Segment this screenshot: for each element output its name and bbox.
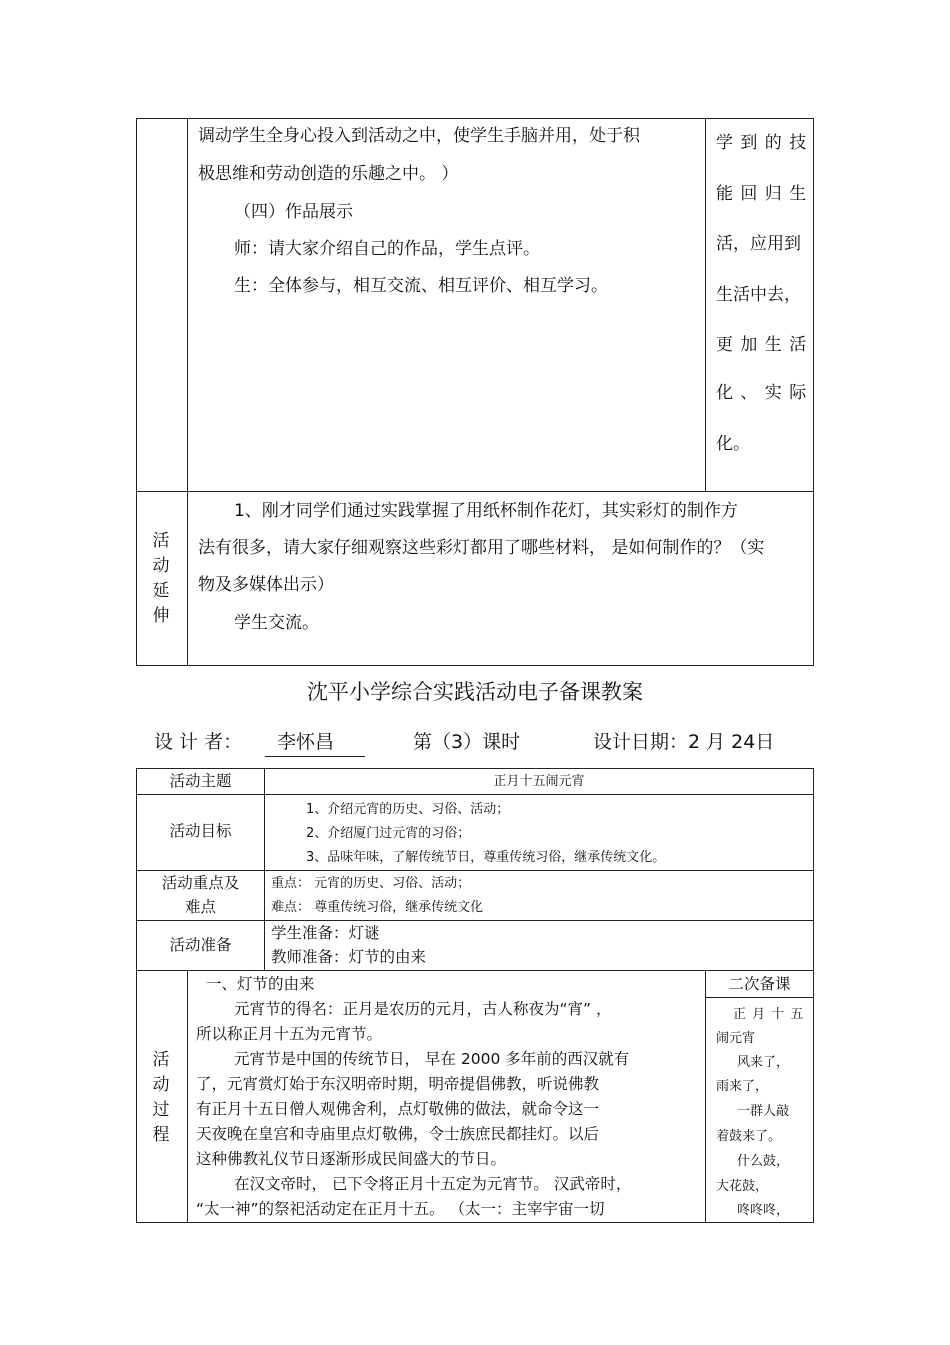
body-text: 师：请大家介绍自己的作品，学生点评。 (234, 239, 540, 259)
theme-value: 正月十五闹元宵 (493, 774, 585, 789)
row-label-extension: 活动延伸 (152, 531, 170, 626)
designer-name: 李怀昌 (277, 731, 335, 753)
goal-item: 2、介绍厦门过元宵的习俗； (306, 826, 471, 841)
table-border-right (813, 768, 814, 1223)
table-border-bottom (136, 665, 813, 666)
row-label-theme: 活动主题 (169, 772, 232, 790)
table-border-left (136, 118, 137, 666)
student-prep-text: 学生准备：灯谜 (271, 924, 380, 942)
table-divider (136, 970, 813, 971)
row-label-process: 活动过程 (152, 1050, 170, 1145)
lesson-number: 第（3）课时 (413, 731, 521, 753)
key-point-text: 重点： 元宵的历史、习俗、活动； (271, 876, 471, 891)
side-note-text: 能 回 归 生 (716, 184, 808, 204)
side-note-text: 活，应用到 (716, 234, 801, 254)
body-text: 元宵节的得名：正月是农历的元月，古人称夜为“宵” ， (234, 1000, 612, 1018)
second-prep-text: 着鼓来了。 (716, 1129, 782, 1144)
table-border-bottom (136, 1222, 813, 1223)
table-border-top (136, 118, 813, 119)
table-divider (136, 794, 813, 795)
table-divider (136, 870, 813, 871)
body-text: 这种佛教礼仪节日逐渐形成民间盛大的节日。 (196, 1150, 507, 1168)
body-text: 1、刚才同学们通过实践掌握了用纸杯制作花灯，其实彩灯的制作方 (234, 501, 738, 521)
second-prep-text: 风来了， (737, 1055, 790, 1070)
table-border-right (813, 118, 814, 666)
body-text: 极思维和劳动创造的乐趣之中。 ） (198, 164, 459, 184)
side-note-text: 化 、 实 际 (716, 383, 808, 403)
side-note-text: 生活中去， (716, 285, 801, 305)
side-note-text: 更 加 生 活 (716, 335, 808, 355)
body-text: （四）作品展示 (234, 202, 353, 222)
body-text: 物及多媒体出示） (198, 575, 334, 595)
row-label-key-points: 难点 (184, 898, 216, 916)
page-title: 沈平小学综合实践活动电子备课教案 (307, 680, 643, 704)
table-divider (187, 118, 188, 666)
second-prep-text: 雨来了， (716, 1079, 769, 1094)
body-text: 了，元宵赏灯始于东汉明帝时期，明帝提倡佛教，听说佛教 (196, 1075, 600, 1093)
table-divider (187, 970, 188, 1222)
body-text: “太一神”的祭祀活动定在正月十五。 （太一：主宰宇宙一切 (196, 1200, 605, 1218)
second-prep-text: 正 月 十 五 (733, 1007, 805, 1022)
design-date: 设计日期：2 月 24日 (593, 731, 775, 753)
table-border-top (136, 768, 813, 769)
table-divider (705, 997, 813, 998)
table-divider (705, 118, 706, 491)
body-text: 法有很多，请大家仔细观察这些彩灯都用了哪些材料， 是如何制作的？（实 (198, 538, 765, 558)
section-heading: 一、灯节的由来 (206, 975, 315, 993)
second-prep-text: 一群人敲 (737, 1104, 790, 1119)
second-prep-header: 二次备课 (728, 975, 791, 993)
designer-underline (265, 756, 365, 757)
body-text: 所以称正月十五为元宵节。 (196, 1025, 383, 1043)
side-note-text: 化。 (716, 434, 750, 454)
second-prep-text: 什么鼓， (737, 1154, 790, 1169)
row-label-goals: 活动目标 (169, 822, 232, 840)
second-prep-text: 大花鼓， (716, 1179, 769, 1194)
table-divider (136, 491, 813, 492)
body-text: 调动学生全身心投入到活动之中，使学生手脑并用，处于积 (198, 126, 640, 146)
body-text: 天夜晚在皇宫和寺庙里点灯敬佛，令士族庶民都挂灯。以后 (196, 1125, 600, 1143)
goal-item: 3、品味年味，了解传统节日，尊重传统习俗，继承传统文化。 (306, 850, 666, 865)
difficulty-text: 难点： 尊重传统习俗，继承传统文化 (271, 900, 484, 915)
body-text: 元宵节是中国的传统节日， 早在 2000 多年前的西汉就有 (234, 1050, 630, 1068)
row-label-preparation: 活动准备 (169, 936, 232, 954)
body-text: 学生交流。 (234, 613, 319, 633)
body-text: 生：全体参与，相互交流、相互评价、相互学习。 (234, 276, 608, 296)
row-label-key-points: 活动重点及 (161, 874, 240, 892)
designer-label: 设 计 者： (154, 731, 243, 753)
table-divider (136, 920, 813, 921)
teacher-prep-text: 教师准备：灯节的由来 (271, 948, 427, 966)
second-prep-text: 闹元宵 (716, 1031, 756, 1046)
body-text: 有正月十五日僧人观佛舍利，点灯敬佛的做法，就命令这一 (196, 1100, 600, 1118)
body-text: 在汉文帝时， 已下令将正月十五定为元宵节。 汉武帝时， (234, 1175, 632, 1193)
second-prep-text: 咚咚咚， (737, 1203, 790, 1218)
table-divider (705, 970, 706, 1222)
goal-item: 1、介绍元宵的历史、习俗、活动； (306, 802, 510, 817)
side-note-text: 学 到 的 技 (716, 133, 808, 153)
